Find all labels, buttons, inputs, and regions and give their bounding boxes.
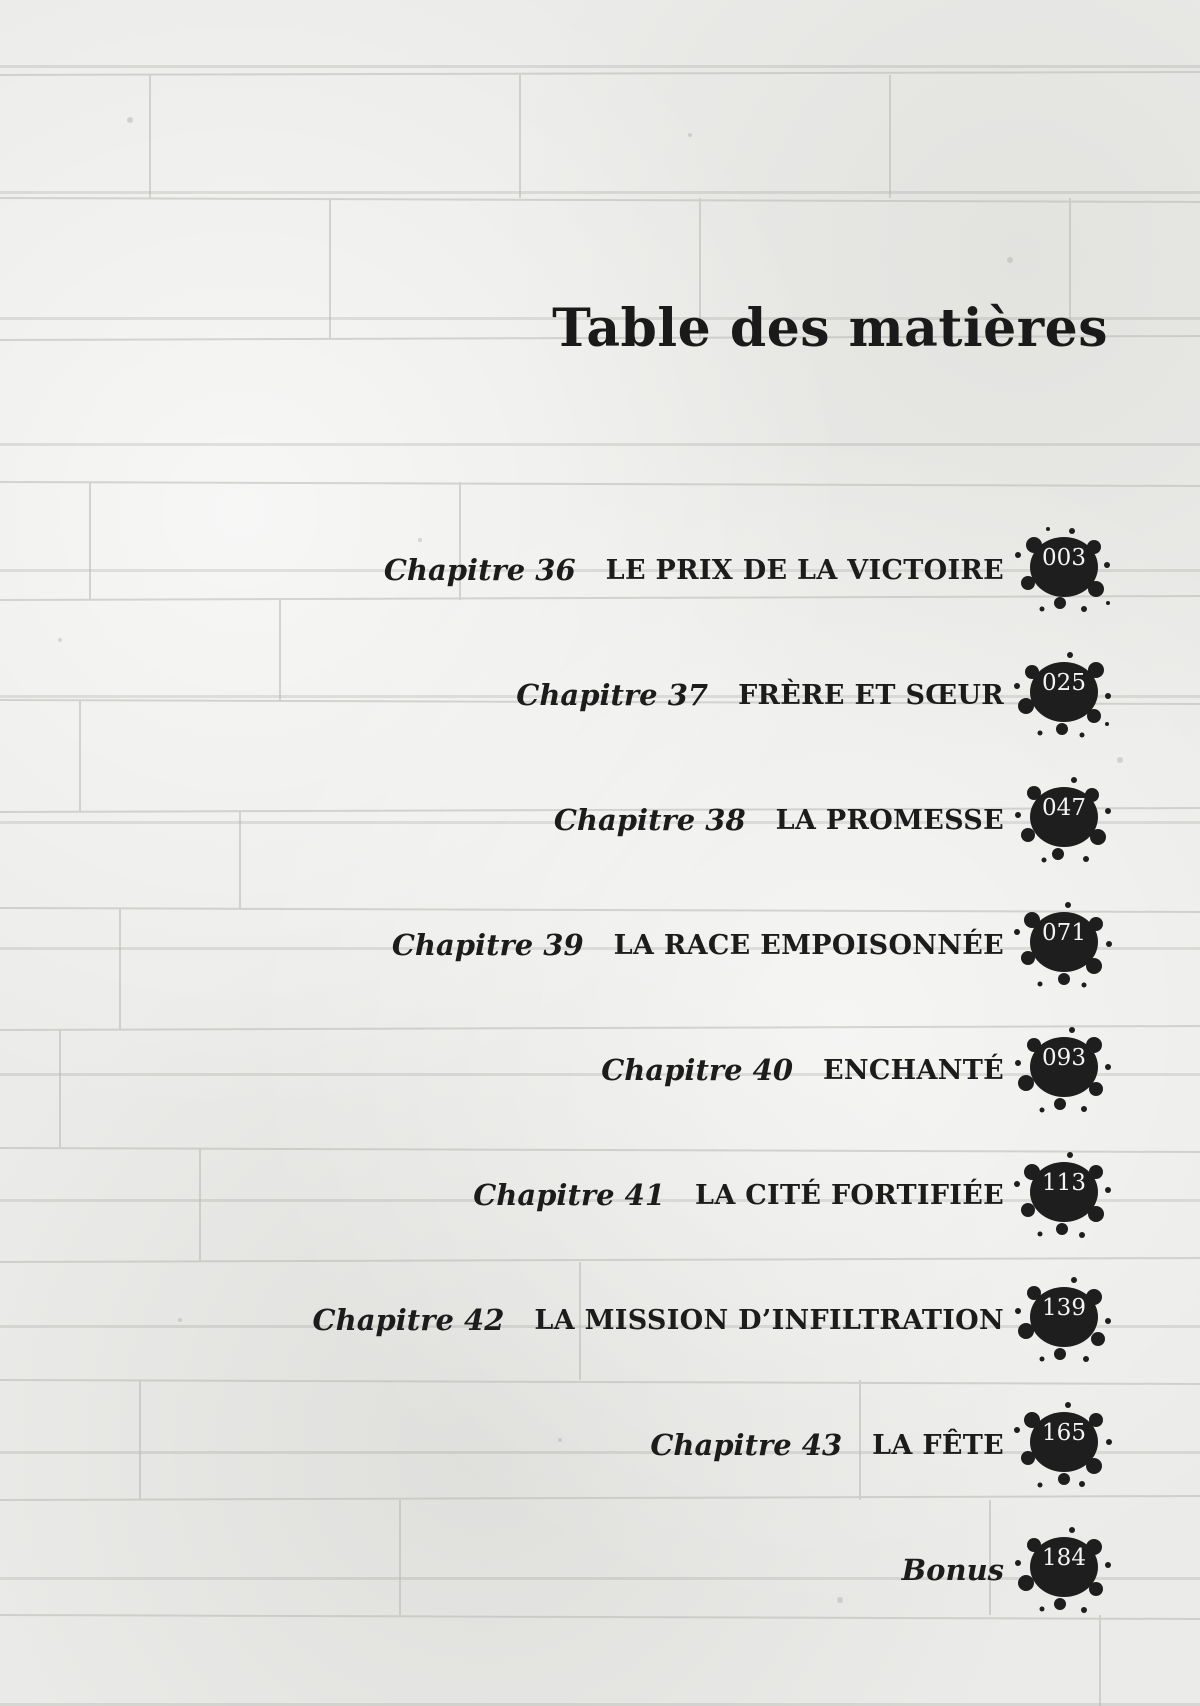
ink-splat-icon [1012, 1025, 1112, 1115]
page-number: 165 [1042, 1420, 1086, 1446]
page-title: Table des matières [552, 298, 1108, 359]
chapter-number: Chapitre 36 [383, 553, 576, 587]
chapter-title: LA CITÉ FORTIFIÉE [695, 1179, 1004, 1211]
ink-splat-icon [1012, 650, 1112, 740]
page-number: 025 [1042, 670, 1086, 696]
chapter-number: Chapitre 42 [312, 1303, 505, 1337]
chapter-title: ENCHANTÉ [823, 1054, 1004, 1086]
ink-splat-icon [1012, 900, 1112, 990]
page-number: 047 [1042, 795, 1086, 821]
chapter-number: Chapitre 37 [516, 678, 709, 712]
chapter-number: Chapitre 40 [601, 1053, 794, 1087]
toc-entry [313, 1275, 1112, 1365]
toc-entry [650, 1400, 1112, 1490]
page-number: 003 [1042, 545, 1086, 571]
ink-splat-icon [1012, 1275, 1112, 1365]
page-number: 113 [1042, 1170, 1086, 1196]
chapter-title: LE PRIX DE LA VICTOIRE [605, 554, 1004, 586]
toc-entry [473, 1150, 1112, 1240]
bonus-label: Bonus [901, 1553, 1004, 1587]
ink-splat-icon [1012, 525, 1112, 615]
chapter-title: LA FÊTE [872, 1429, 1004, 1461]
chapter-number: Chapitre 38 [553, 803, 746, 837]
toc-entry [392, 900, 1112, 990]
ink-splat-icon [1012, 1400, 1112, 1490]
toc-entry [384, 525, 1112, 615]
page-number: 093 [1042, 1045, 1086, 1071]
toc-entry [516, 650, 1112, 740]
page-number: 184 [1042, 1545, 1086, 1571]
chapter-number: Chapitre 41 [473, 1178, 666, 1212]
ink-splat-icon [1012, 775, 1112, 865]
toc-entry-bonus [902, 1525, 1112, 1615]
chapter-number: Chapitre 43 [650, 1428, 843, 1462]
chapter-number: Chapitre 39 [391, 928, 584, 962]
ink-splat-icon [1012, 1525, 1112, 1615]
page-number: 139 [1042, 1295, 1086, 1321]
toc-entry [601, 1025, 1112, 1115]
chapter-title: LA MISSION D’INFILTRATION [534, 1304, 1004, 1336]
chapter-title: LA PROMESSE [775, 804, 1004, 836]
page-number: 071 [1042, 920, 1086, 946]
chapter-title: LA RACE EMPOISONNÉE [613, 929, 1004, 961]
ink-splat-icon [1012, 1150, 1112, 1240]
toc-entry [554, 775, 1112, 865]
chapter-title: FRÈRE ET SŒUR [738, 679, 1004, 711]
